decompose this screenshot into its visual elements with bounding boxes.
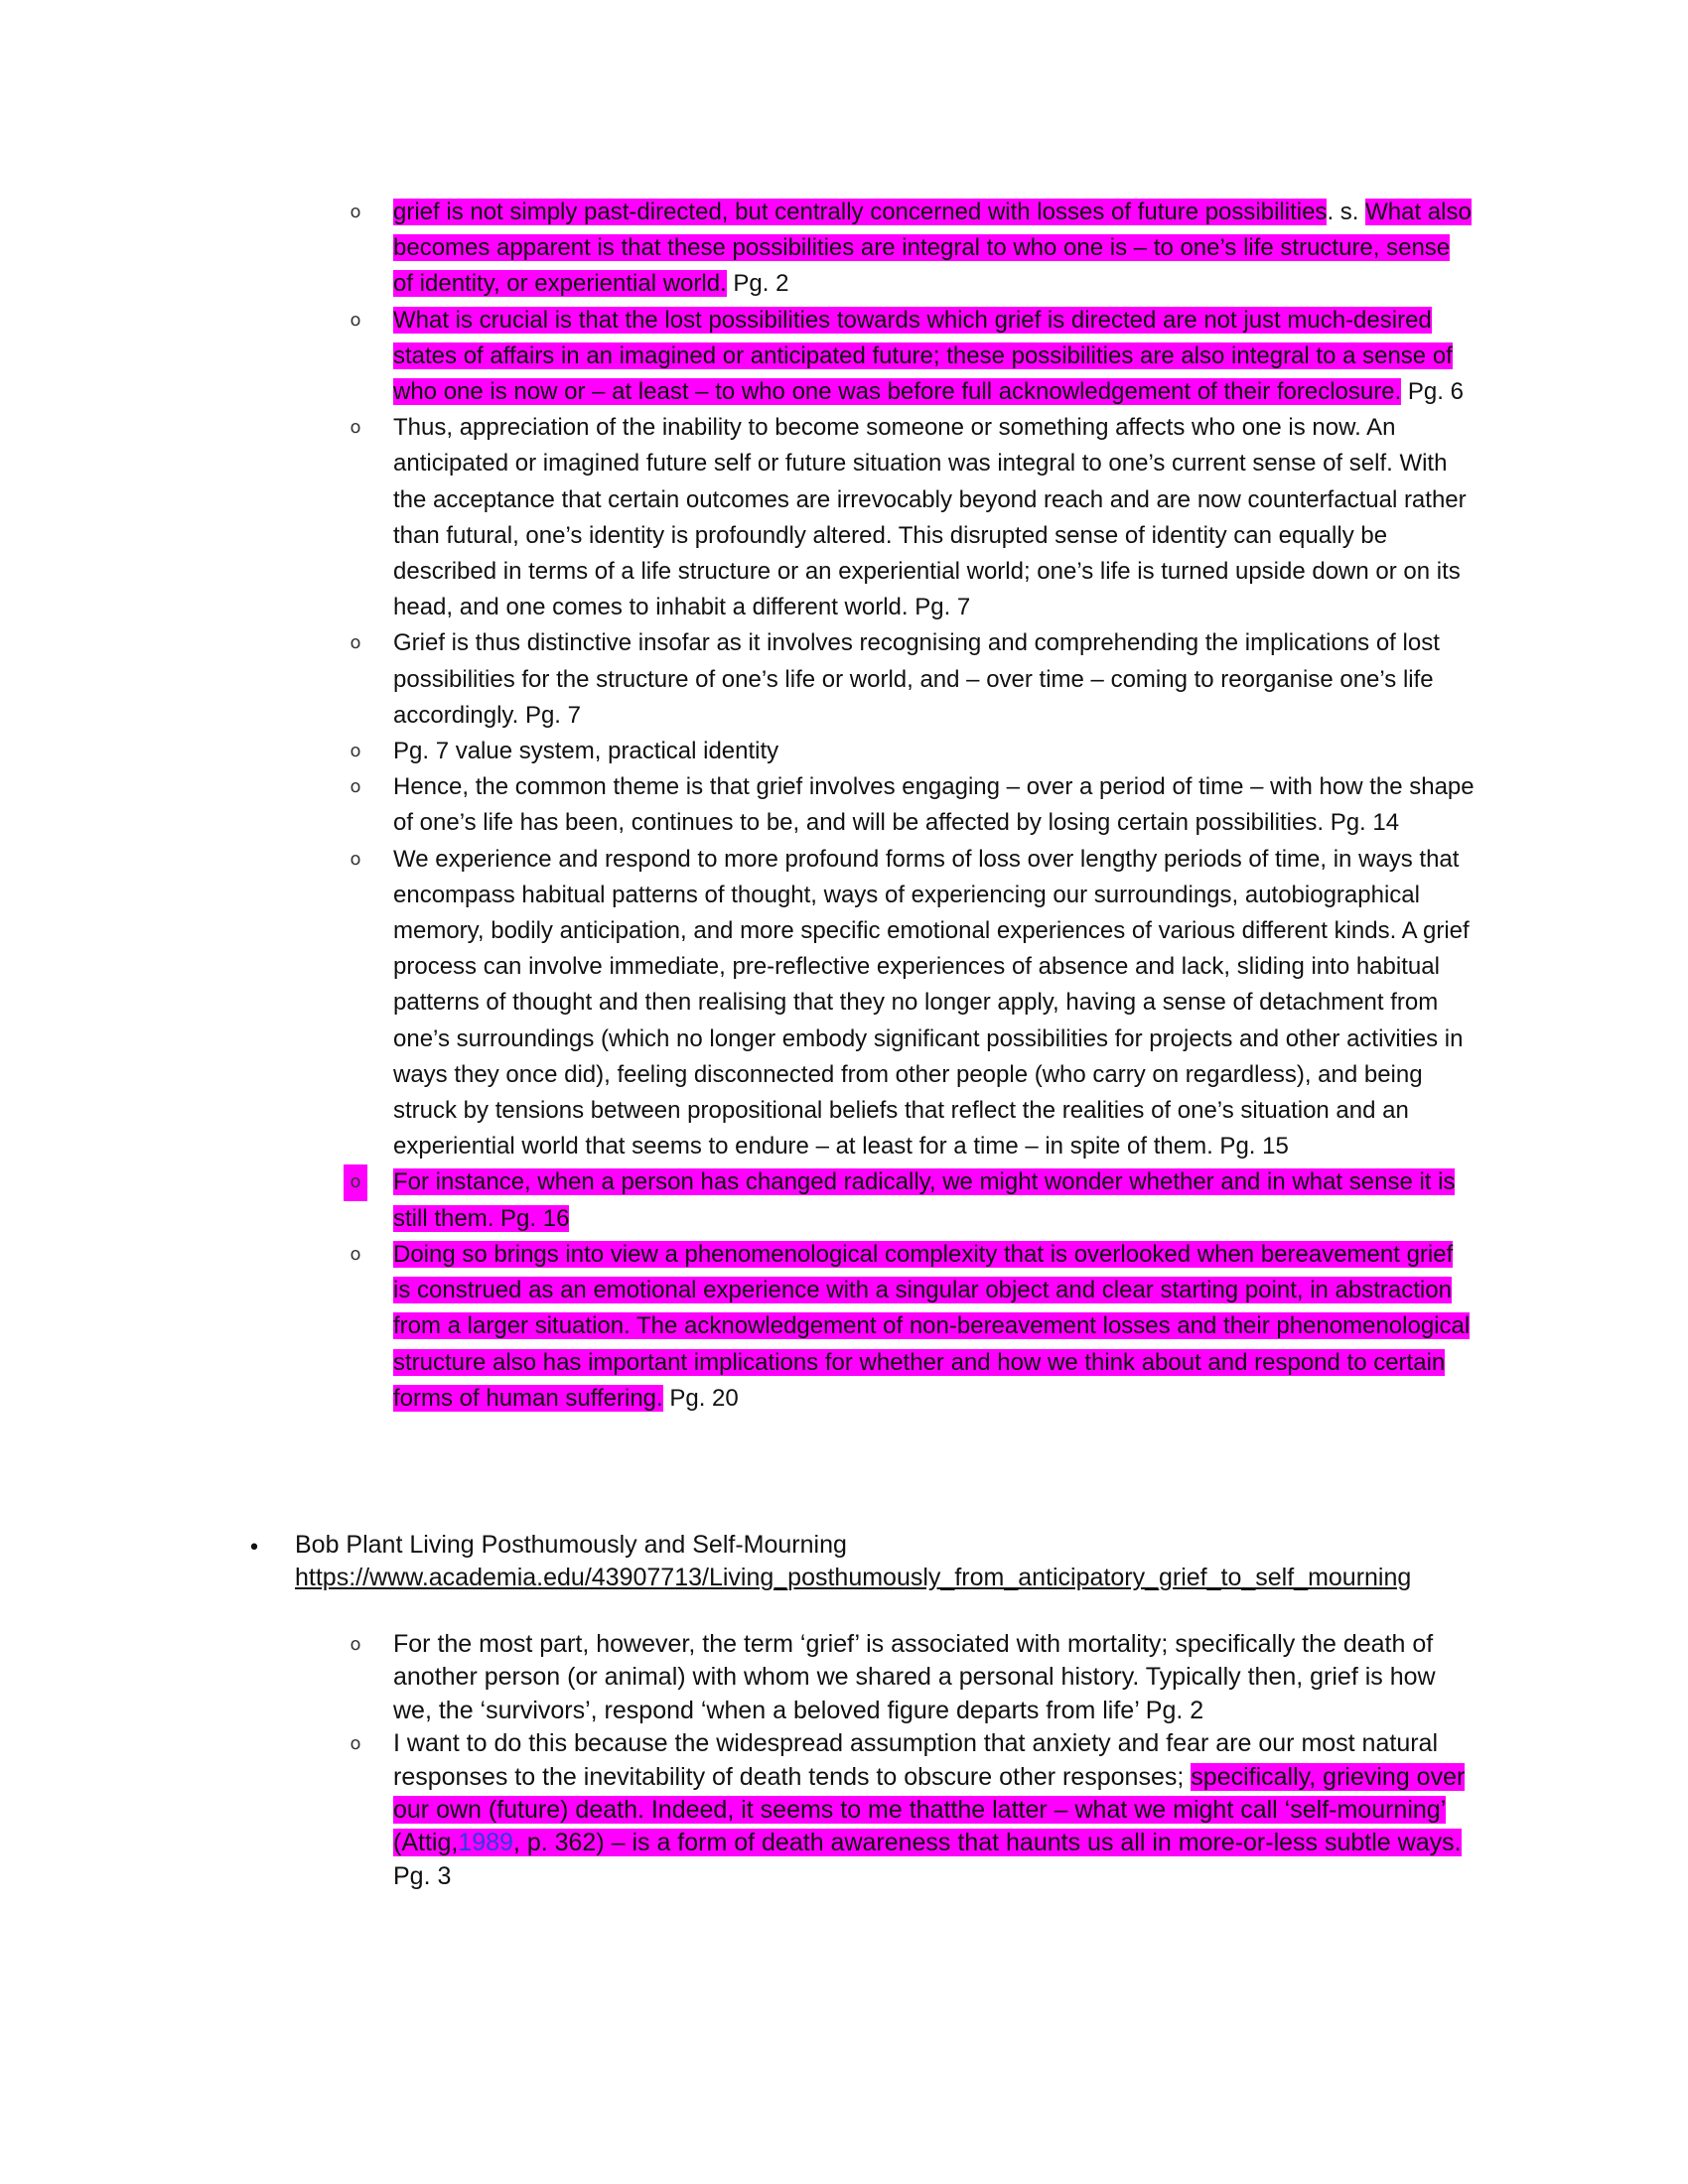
circle-bullet-icon: o: [350, 202, 361, 222]
note-text: We experience and respond to more profound forms of loss over lengthy periods of time, in ways that encompass habitual patterns of thought, ways of experiencing our surroundings, autobiographical memory, bodily anticipation, and more specific emotional experiences of various different kinds. A grief process can involve immediate, pre-reflective experiences of absence and lack, sliding into habitual patterns of thought and then realising that they no longer apply, having a sense of detachment from one’s surroundings (which no longer embody significant possibilities for projects and other activities in ways they once did), feeling disconnected from other people (who carry on regardless), and being struck by tensions between propositional beliefs that reflect the realities of one’s situation and an experiential world that seems to endure – at least for a time – in spite of them. Pg. 15: [393, 845, 1470, 1160]
highlighted-text: , p. 362) – is a form of death awareness that haunts us all in more-or-less subtle ways.: [512, 1829, 1462, 1857]
list-item: [0, 1628, 1476, 1727]
circle-bullet-icon: o: [350, 309, 361, 331]
note-text: Hence, the common theme is that grief involves engaging – over a period of time – with how the shape of one’s life has been, continues to be, and will be affected by losing certain possibilities. Pg. 14: [393, 773, 1475, 837]
list-item: [0, 1164, 1476, 1236]
page-ref: Pg. 2: [726, 270, 789, 298]
list-item: [0, 842, 1476, 1165]
note-text: . s.: [1327, 199, 1359, 225]
source-link[interactable]: https://www.academia.edu/43907713/Living_posthumously_from_anticipatory_grief_to_self_mourning: [295, 1564, 1412, 1592]
circle-bullet-icon: o: [350, 741, 361, 762]
note-text: Pg. 7 value system, practical identity: [393, 738, 779, 765]
bullet-icon: •: [247, 1536, 261, 1561]
circle-bullet-icon: o: [350, 1243, 361, 1265]
circle-bullet-icon: o: [350, 632, 361, 654]
source-title: Bob Plant Living Posthumously and Self-Mourning: [295, 1531, 847, 1559]
circle-bullet-icon: o: [350, 1733, 361, 1755]
circle-bullet-icon: o: [350, 776, 361, 798]
note-text: Thus, appreciation of the inability to become someone or something affects who one is now. An anticipated or imagined future self or future situation was integral to one’s current sense of self. With the acceptance that certain outcomes are irrevocably beyond reach and are now counterfactual rather than futural, one’s identity is profoundly altered. This disrupted sense of identity can equally be described in terms of a life structure or an experiential world; one’s life is turned upside down or on its head, and one comes to inhabit a different world. Pg. 7: [393, 414, 1467, 621]
note-text: For the most part, however, the term ‘grief’ is associated with mortality; specifically the death of another person (or animal) with whom we shared a personal history. Typically then, grief is how we, the ‘survivors’, respond ‘when a beloved figure departs from life’ Pg. 2: [393, 1630, 1436, 1724]
list-item: [0, 769, 1476, 841]
list-item: [0, 1237, 1476, 1417]
highlighted-text: What is crucial is that the lost possibilities towards which grief is directed are not just much-desired states of affairs in an imagined or anticipated future; these possibilities are also integral to a sense of who one is now or – at least – to who one was before full acknowledgement of their foreclosure.: [393, 306, 1453, 406]
source-entry: [295, 1529, 1477, 1595]
circle-bullet-icon: o: [350, 848, 361, 870]
highlighted-text: What also becomes apparent is that these possibilities are integral to who one is – to one’s life structure, sense of identity, or experiential world.: [393, 199, 1472, 298]
list-item: [0, 410, 1476, 625]
list-item: [0, 195, 1476, 303]
page-ref: Pg. 6: [1401, 378, 1464, 406]
circle-bullet-icon: o: [350, 417, 361, 439]
highlighted-text: Doing so brings into view a phenomenological complexity that is overlooked when bereavement grief is construed as an emotional experience with a singular object and clear starting point, in abstraction from a larger situation. The acknowledgement of non-bereavement losses and their phenomenological structure also has important implications for whether and how we think about and respond to certain forms of human suffering.: [393, 1240, 1471, 1412]
page-ref: Pg. 3: [393, 1861, 452, 1890]
circle-bullet-icon: o: [350, 1634, 361, 1655]
highlighted-text: For instance, when a person has changed radically, we might wonder whether and in what sense it is still them. Pg. 16: [393, 1168, 1456, 1232]
note-text: Grief is thus distinctive insofar as it involves recognising and comprehending the implications of lost possibilities for the structure of one’s life or world, and – over time – coming to reorganise one’s life accordingly. Pg. 7: [393, 629, 1440, 729]
notes-list: [0, 195, 1688, 1417]
list-item: [0, 625, 1476, 734]
list-item: [0, 1727, 1476, 1893]
highlighted-text: specifically, grieving over our own (future) death. Indeed, it seems to me thatthe latter – what we might call ‘self-mourning’ (Attig,: [393, 1762, 1466, 1857]
highlighted-text: grief is not simply past-directed, but centrally concerned with losses of future possibilities: [393, 199, 1328, 225]
citation-link[interactable]: 1989: [458, 1829, 513, 1857]
circle-bullet-icon: o: [344, 1164, 367, 1200]
list-item: [0, 734, 1476, 769]
note-text: I want to do this because the widespread assumption that anxiety and fear are our most natural responses to the inevitability of death tends to obscure other responses;: [393, 1729, 1439, 1791]
page-ref: Pg. 20: [662, 1384, 739, 1412]
source-notes-list: [0, 1628, 1688, 1893]
list-item: [0, 303, 1476, 411]
